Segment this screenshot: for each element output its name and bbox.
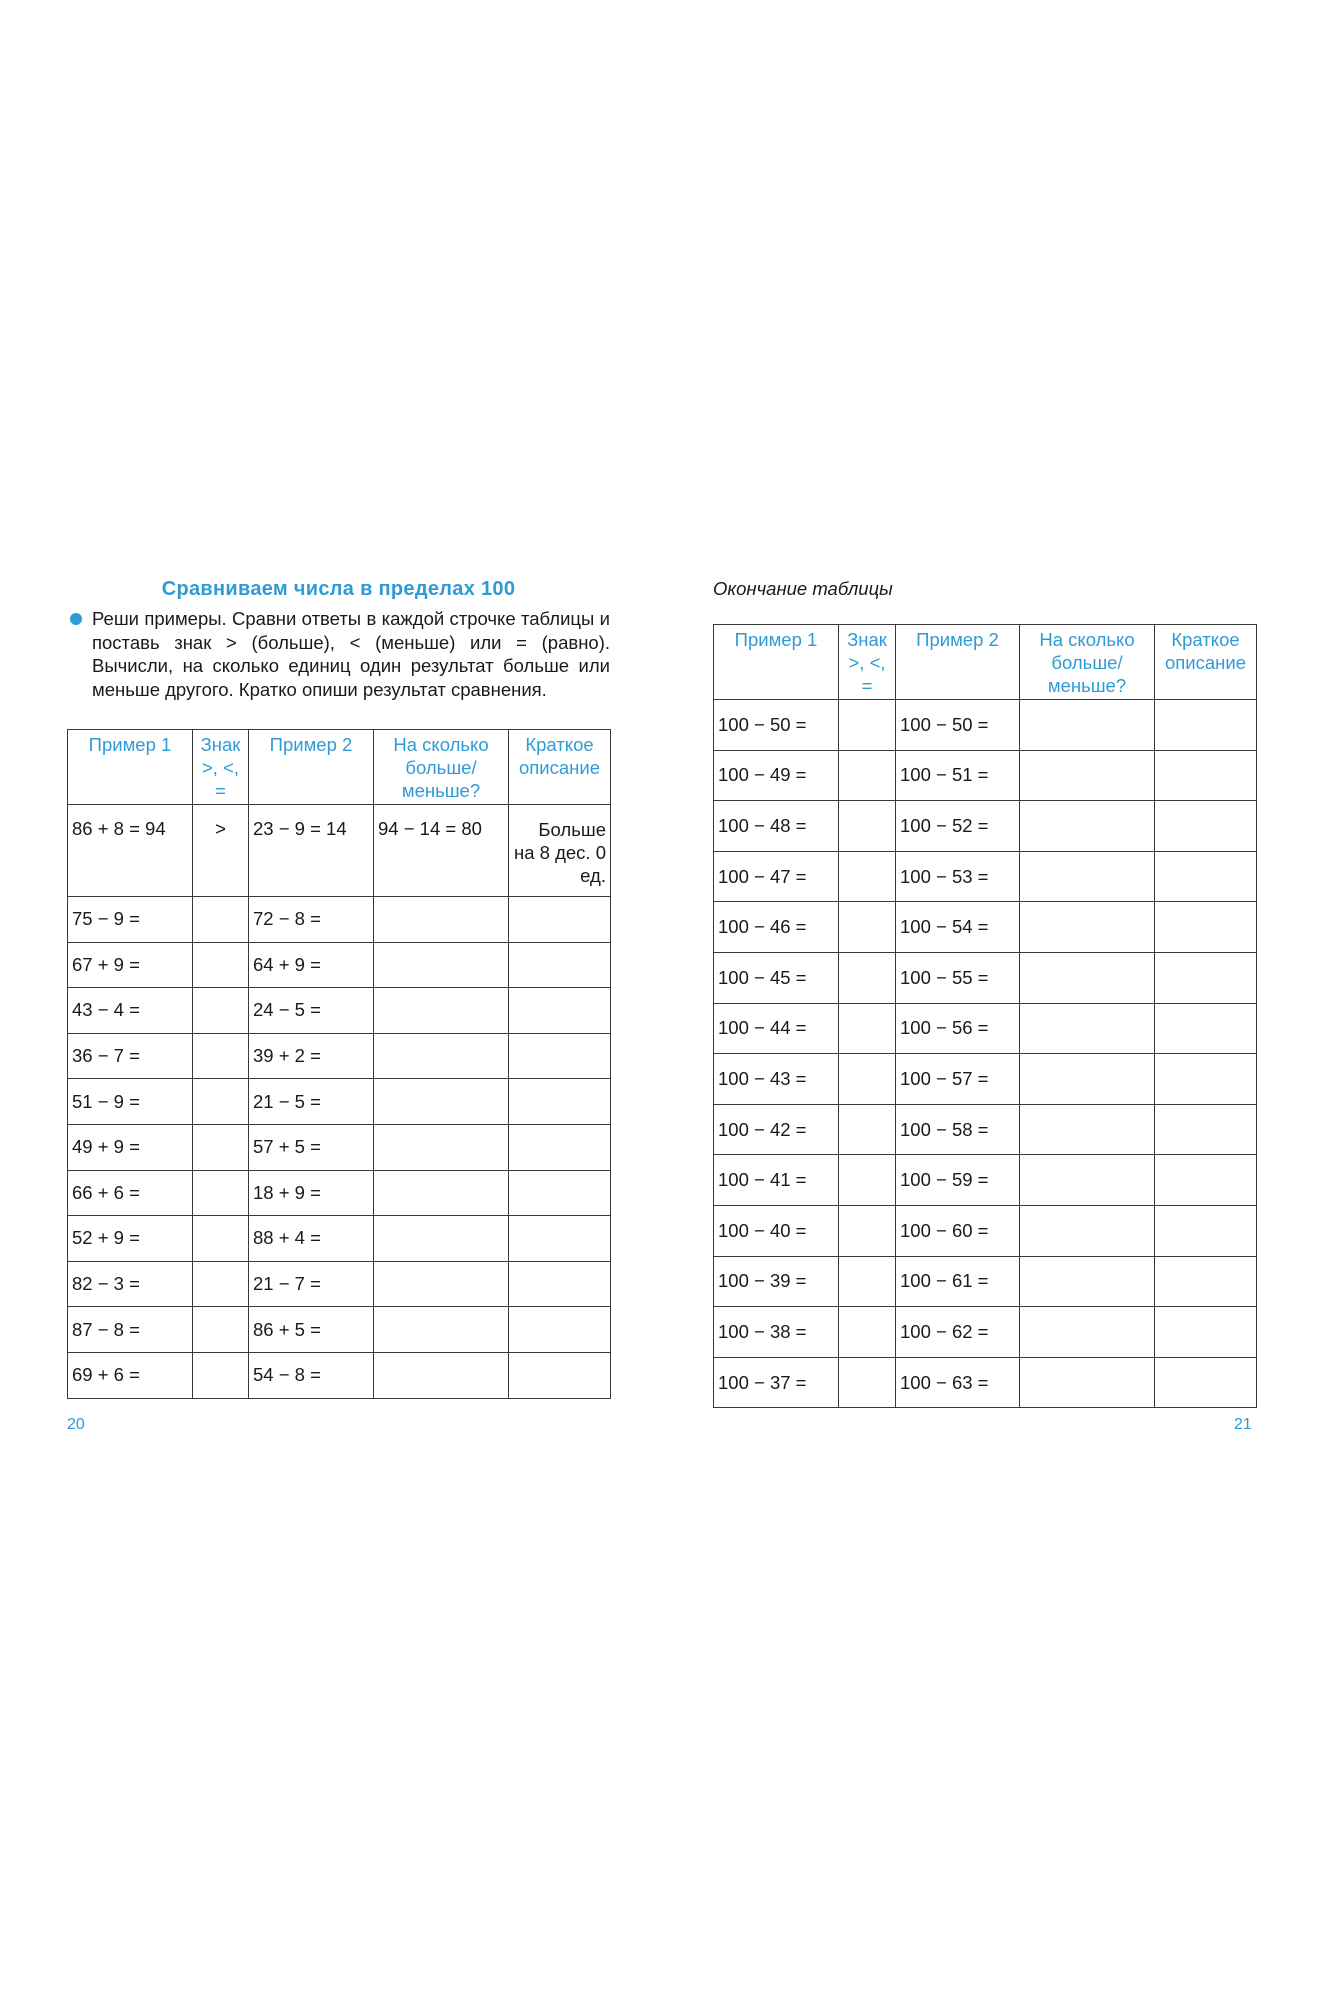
sign-cell[interactable] [193, 1170, 249, 1216]
example-1-cell: 100 − 40 = [714, 1205, 839, 1256]
description-cell[interactable] [1155, 1003, 1257, 1054]
table-row [714, 1104, 1257, 1155]
sign-cell[interactable] [839, 1205, 896, 1256]
description-cell[interactable] [509, 1307, 611, 1353]
task-text: Реши примеры. Сравни ответы в каждой строчке таблицы и поставь знак > (больше), < (меньше) или = (равно). Вычисли, на сколько единиц один результат больше или меньше другого. Кратко опиши результат сравнения. [92, 608, 610, 700]
table-row [714, 801, 1257, 852]
example-1-cell: 100 − 50 = [714, 700, 839, 751]
sign-cell[interactable] [193, 1352, 249, 1398]
description-cell[interactable] [509, 1170, 611, 1216]
example-2-cell: 23 − 9 = 14 [249, 805, 374, 897]
difference-cell[interactable] [1020, 1054, 1155, 1105]
difference-cell[interactable] [1020, 952, 1155, 1003]
table-row [68, 1261, 611, 1307]
description-cell[interactable] [1155, 1256, 1257, 1307]
difference-cell[interactable] [1020, 801, 1155, 852]
example-1-cell: 82 − 3 = [68, 1261, 193, 1307]
sign-cell[interactable] [193, 1033, 249, 1079]
example-2-cell: 88 + 4 = [249, 1216, 374, 1262]
example-1-cell: 100 − 39 = [714, 1256, 839, 1307]
example-2-cell: 100 − 57 = [896, 1054, 1020, 1105]
description-cell[interactable] [1155, 1357, 1257, 1408]
example-1-cell: 52 + 9 = [68, 1216, 193, 1262]
difference-cell[interactable] [374, 1307, 509, 1353]
sign-cell[interactable] [839, 700, 896, 751]
description-cell[interactable] [509, 1352, 611, 1398]
table-row [714, 1054, 1257, 1105]
sign-cell[interactable] [193, 1124, 249, 1170]
example-row [68, 805, 611, 897]
example-1-cell: 67 + 9 = [68, 942, 193, 988]
page-title: Сравниваем числа в пределах 100 [161, 578, 516, 600]
difference-cell: 94 − 14 = 80 [374, 805, 509, 897]
description-cell[interactable] [509, 1033, 611, 1079]
table-header-row [714, 625, 1257, 700]
comparison-table-continued [713, 624, 1257, 1408]
example-2-cell: 100 − 61 = [896, 1256, 1020, 1307]
column-header-example-1: Пример 1 [68, 730, 193, 805]
table-row [68, 988, 611, 1034]
example-1-cell: 86 + 8 = 94 [68, 805, 193, 897]
example-2-cell: 72 − 8 = [249, 897, 374, 943]
difference-cell[interactable] [374, 1352, 509, 1398]
column-header-difference: На сколько больше/ меньше? [1020, 625, 1155, 700]
description-cell[interactable] [1155, 1205, 1257, 1256]
example-2-cell: 21 − 7 = [249, 1261, 374, 1307]
table-row [714, 1003, 1257, 1054]
task-instructions [67, 607, 610, 701]
page-number-left: 20 [67, 1416, 85, 1433]
table-header-row [68, 730, 611, 805]
column-header-difference: На сколько больше/ меньше? [374, 730, 509, 805]
sign-cell[interactable] [193, 1261, 249, 1307]
example-1-cell: 100 − 38 = [714, 1307, 839, 1358]
column-header-example-1: Пример 1 [714, 625, 839, 700]
right-page [713, 578, 1256, 1408]
sign-cell[interactable] [193, 942, 249, 988]
sign-cell[interactable] [839, 851, 896, 902]
example-1-cell: 100 − 41 = [714, 1155, 839, 1206]
difference-cell[interactable] [374, 988, 509, 1034]
table-row [714, 952, 1257, 1003]
example-2-cell: 54 − 8 = [249, 1352, 374, 1398]
description-cell[interactable] [1155, 902, 1257, 953]
sign-cell[interactable] [839, 952, 896, 1003]
column-header-description: Краткое описание [1155, 625, 1257, 700]
example-1-cell: 100 − 48 = [714, 801, 839, 852]
description-cell[interactable] [1155, 1307, 1257, 1358]
table-row [68, 1124, 611, 1170]
example-2-cell: 21 − 5 = [249, 1079, 374, 1125]
description-cell[interactable] [509, 942, 611, 988]
example-2-cell: 24 − 5 = [249, 988, 374, 1034]
column-header-sign: Знак >, <, = [839, 625, 896, 700]
bullet-icon [70, 613, 82, 625]
difference-cell[interactable] [1020, 750, 1155, 801]
table-row [68, 1170, 611, 1216]
example-2-cell: 57 + 5 = [249, 1124, 374, 1170]
example-1-cell: 75 − 9 = [68, 897, 193, 943]
table-row [714, 750, 1257, 801]
description-cell[interactable] [1155, 1104, 1257, 1155]
sign-cell[interactable] [839, 1104, 896, 1155]
example-2-cell: 100 − 56 = [896, 1003, 1020, 1054]
example-2-cell: 100 − 53 = [896, 851, 1020, 902]
difference-cell[interactable] [374, 1033, 509, 1079]
example-2-cell: 86 + 5 = [249, 1307, 374, 1353]
table-row [68, 897, 611, 943]
example-1-cell: 87 − 8 = [68, 1307, 193, 1353]
difference-cell[interactable] [374, 897, 509, 943]
table-row [68, 1216, 611, 1262]
example-1-cell: 100 − 42 = [714, 1104, 839, 1155]
sign-cell[interactable] [839, 1054, 896, 1105]
sign-cell[interactable] [193, 1216, 249, 1262]
example-2-cell: 100 − 55 = [896, 952, 1020, 1003]
example-1-cell: 100 − 44 = [714, 1003, 839, 1054]
difference-cell[interactable] [374, 1170, 509, 1216]
difference-cell[interactable] [1020, 1205, 1155, 1256]
example-2-cell: 100 − 60 = [896, 1205, 1020, 1256]
table-row [714, 1357, 1257, 1408]
description-cell[interactable] [1155, 952, 1257, 1003]
table-row [714, 1307, 1257, 1358]
example-2-cell: 100 − 59 = [896, 1155, 1020, 1206]
description-cell[interactable] [1155, 700, 1257, 751]
example-2-cell: 100 − 62 = [896, 1307, 1020, 1358]
example-2-cell: 100 − 58 = [896, 1104, 1020, 1155]
description-cell[interactable] [509, 1261, 611, 1307]
description-cell[interactable] [509, 1079, 611, 1125]
example-1-cell: 100 − 47 = [714, 851, 839, 902]
sign-cell: > [193, 805, 249, 897]
difference-cell[interactable] [1020, 1155, 1155, 1206]
description-cell: Больше на 8 дес. 0 ед. [509, 805, 611, 897]
difference-cell[interactable] [374, 942, 509, 988]
example-2-cell: 18 + 9 = [249, 1170, 374, 1216]
example-2-cell: 100 − 54 = [896, 902, 1020, 953]
description-cell[interactable] [1155, 750, 1257, 801]
table-row [714, 902, 1257, 953]
example-1-cell: 36 − 7 = [68, 1033, 193, 1079]
example-1-cell: 100 − 43 = [714, 1054, 839, 1105]
example-1-cell: 100 − 46 = [714, 902, 839, 953]
description-cell[interactable] [1155, 801, 1257, 852]
example-1-cell: 69 + 6 = [68, 1352, 193, 1398]
column-header-sign: Знак >, <, = [193, 730, 249, 805]
left-page [67, 578, 610, 1399]
difference-cell[interactable] [1020, 700, 1155, 751]
column-header-description: Краткое описание [509, 730, 611, 805]
column-header-example-2: Пример 2 [249, 730, 374, 805]
description-cell[interactable] [509, 1216, 611, 1262]
table-row [714, 1205, 1257, 1256]
description-cell[interactable] [509, 1124, 611, 1170]
difference-cell[interactable] [1020, 902, 1155, 953]
table-row [714, 700, 1257, 751]
table-row [68, 942, 611, 988]
sign-cell[interactable] [193, 897, 249, 943]
difference-cell[interactable] [1020, 851, 1155, 902]
sign-cell[interactable] [839, 1357, 896, 1408]
sign-cell[interactable] [839, 1256, 896, 1307]
example-2-cell: 100 − 50 = [896, 700, 1020, 751]
column-header-example-2: Пример 2 [896, 625, 1020, 700]
table-row [68, 1307, 611, 1353]
example-1-cell: 66 + 6 = [68, 1170, 193, 1216]
description-cell[interactable] [1155, 1054, 1257, 1105]
table-row [714, 1256, 1257, 1307]
page-number-right: 21 [1234, 1416, 1252, 1433]
sign-cell[interactable] [193, 988, 249, 1034]
example-2-cell: 100 − 51 = [896, 750, 1020, 801]
table-row [714, 1155, 1257, 1206]
table-continuation-title: Окончание таблицы [713, 578, 893, 599]
difference-cell[interactable] [1020, 1003, 1155, 1054]
description-cell[interactable] [509, 897, 611, 943]
description-cell[interactable] [1155, 1155, 1257, 1206]
difference-cell[interactable] [374, 1124, 509, 1170]
difference-cell[interactable] [1020, 1307, 1155, 1358]
sign-cell[interactable] [839, 1155, 896, 1206]
example-2-cell: 100 − 52 = [896, 801, 1020, 852]
sign-cell[interactable] [839, 801, 896, 852]
sign-cell[interactable] [839, 750, 896, 801]
description-cell[interactable] [1155, 851, 1257, 902]
table-row [68, 1079, 611, 1125]
difference-cell[interactable] [374, 1216, 509, 1262]
difference-cell[interactable] [1020, 1256, 1155, 1307]
example-2-cell: 100 − 63 = [896, 1357, 1020, 1408]
difference-cell[interactable] [374, 1079, 509, 1125]
description-cell[interactable] [509, 988, 611, 1034]
sign-cell[interactable] [839, 1003, 896, 1054]
example-1-cell: 100 − 49 = [714, 750, 839, 801]
example-1-cell: 43 − 4 = [68, 988, 193, 1034]
example-1-cell: 51 − 9 = [68, 1079, 193, 1125]
difference-cell[interactable] [1020, 1104, 1155, 1155]
sign-cell[interactable] [193, 1079, 249, 1125]
sign-cell[interactable] [839, 1307, 896, 1358]
table-row [714, 851, 1257, 902]
example-1-cell: 100 − 37 = [714, 1357, 839, 1408]
example-2-cell: 64 + 9 = [249, 942, 374, 988]
comparison-table [67, 729, 611, 1399]
sign-cell[interactable] [193, 1307, 249, 1353]
sign-cell[interactable] [839, 902, 896, 953]
difference-cell[interactable] [374, 1261, 509, 1307]
table-row [68, 1033, 611, 1079]
example-1-cell: 100 − 45 = [714, 952, 839, 1003]
example-2-cell: 39 + 2 = [249, 1033, 374, 1079]
example-1-cell: 49 + 9 = [68, 1124, 193, 1170]
difference-cell[interactable] [1020, 1357, 1155, 1408]
table-row [68, 1352, 611, 1398]
